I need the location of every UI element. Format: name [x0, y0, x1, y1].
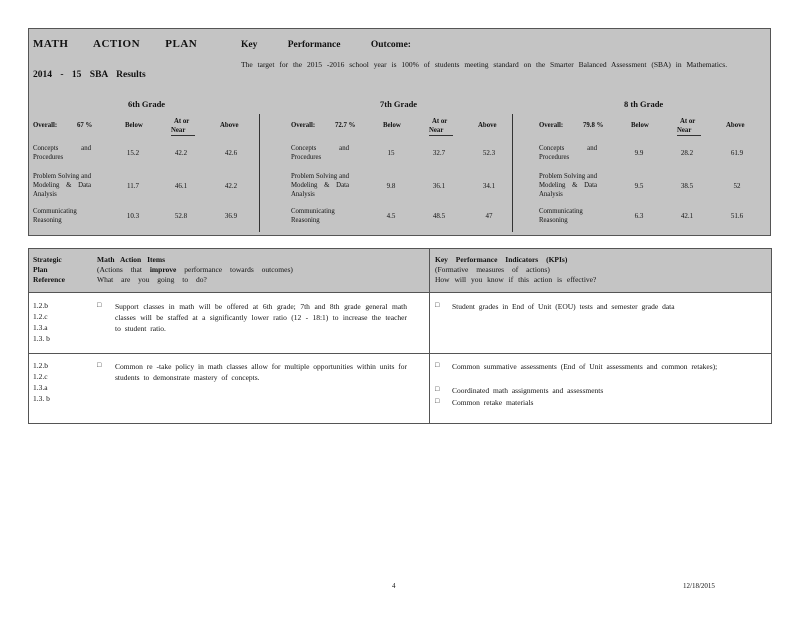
subscore-label: Communicating Reasoning: [33, 208, 77, 224]
near-value: 38.5: [680, 182, 694, 190]
column-above: Above: [220, 122, 239, 129]
header-line: Strategic: [33, 255, 62, 264]
checkbox-bullet-icon: □: [435, 301, 440, 309]
plan-reference-list: [33, 300, 50, 344]
grade-divider: [512, 114, 513, 232]
below-value: 9.9: [634, 149, 644, 157]
subscore-label: Concepts and Procedures: [539, 145, 597, 161]
near-value: 42.2: [174, 149, 188, 157]
kpo-heading: Key Performance Outcome:: [241, 40, 411, 50]
header-line: Math Action Items: [97, 255, 165, 264]
strategic-plan-header: [33, 255, 65, 285]
column-above: Above: [478, 122, 497, 129]
below-value: 10.3: [126, 212, 140, 220]
above-value: 42.2: [224, 182, 238, 190]
column-at-or-near: [677, 117, 701, 136]
near-value: 42.1: [680, 212, 694, 220]
near-value: 36.1: [432, 182, 446, 190]
column-at-or-near: [429, 117, 453, 136]
above-value: 47: [485, 212, 493, 220]
header-text-bold: improve: [149, 265, 177, 274]
action-item: Support classes in math will be offered at 6th grade; 7th and 8th grade general math classes will be staffed at a significantly lower ratio (12 - 18:1) to increase the teacher to student ratio.: [115, 302, 407, 333]
plan-reference-list: [33, 360, 50, 404]
above-value: 36.9: [224, 212, 238, 220]
near-value: 48.5: [432, 212, 446, 220]
page-number: 4: [392, 582, 396, 590]
header-text: (Actions that: [97, 265, 150, 274]
checkbox-bullet-icon: □: [97, 301, 102, 309]
checkbox-bullet-icon: □: [435, 361, 440, 369]
plan-reference: 1.2.b: [33, 301, 48, 310]
plan-reference: 1.2.c: [33, 312, 48, 321]
checkbox-bullet-icon: □: [435, 397, 440, 405]
column-above: Above: [726, 122, 745, 129]
table-column-divider: [429, 248, 430, 424]
kpo-text: The target for the 2015 -2016 school year is 100% of students meeting standard on the Smarter Balanced Assessment (SBA) in Mathematics.: [241, 60, 728, 69]
overall-label: Overall:: [33, 122, 58, 129]
column-header-line: At or: [680, 118, 696, 125]
grade-title: 8 th Grade: [624, 99, 664, 109]
column-header-line: At or: [432, 118, 448, 125]
overall-value: 72.7 %: [335, 122, 356, 129]
plan-reference: 1.3.a: [33, 383, 48, 392]
plan-reference: 1.3. b: [33, 394, 50, 403]
header-line: (Formative measures of actions): [435, 265, 550, 274]
below-value: 4.5: [386, 212, 396, 220]
table-rule: [28, 353, 772, 354]
header-line: Plan: [33, 265, 48, 274]
near-value: 28.2: [680, 149, 694, 157]
below-value: 9.5: [634, 182, 644, 190]
near-value: 32.7: [432, 149, 446, 157]
column-header-line: Near: [677, 126, 701, 136]
column-below: Below: [383, 122, 401, 129]
page-title: MATH ACTION PLAN: [33, 38, 198, 50]
plan-reference: 1.2.c: [33, 372, 48, 381]
subscore-label: Communicating Reasoning: [539, 208, 583, 224]
subscore-label: Problem Solving and Modeling & Data Analysis: [291, 173, 349, 198]
column-at-or-near: [171, 117, 195, 136]
overall-value: 79.8 %: [583, 122, 604, 129]
near-value: 52.8: [174, 212, 188, 220]
plan-reference: 1.3. b: [33, 334, 50, 343]
plan-reference: 1.2.b: [33, 361, 48, 370]
subscore-label: Problem Solving and Modeling & Data Analysis: [539, 173, 597, 198]
grade-title: 7th Grade: [380, 99, 418, 109]
below-value: 9.8: [386, 182, 396, 190]
above-value: 61.9: [730, 149, 744, 157]
subscore-label: Communicating Reasoning: [291, 208, 335, 224]
action-items-header: [97, 255, 337, 285]
footer-date: 12/18/2015: [683, 582, 715, 590]
below-value: 15: [387, 149, 395, 157]
action-item: Common re -take policy in math classes allow for multiple opportunities within units for students to demonstrate mastery of concepts.: [115, 362, 407, 382]
column-below: Below: [125, 122, 143, 129]
kpi-item: Coordinated math assignments and assessments: [452, 386, 604, 395]
above-value: 51.6: [730, 212, 744, 220]
below-value: 15.2: [126, 149, 140, 157]
results-subtitle: 2014 - 15 SBA Results: [33, 70, 146, 80]
grade-divider: [259, 114, 260, 232]
subscore-label: Concepts and Procedures: [33, 145, 91, 161]
below-value: 11.7: [127, 182, 139, 190]
overall-value: 67 %: [77, 122, 93, 129]
grade-title: 6th Grade: [128, 99, 166, 109]
header-line: [97, 265, 337, 275]
column-below: Below: [631, 122, 649, 129]
column-header-line: Near: [429, 126, 453, 136]
above-value: 34.1: [482, 182, 496, 190]
plan-reference: 1.3.a: [33, 323, 48, 332]
kpi-header: [435, 255, 635, 285]
near-value: 46.1: [174, 182, 188, 190]
header-text: performance towards outcomes): [176, 265, 293, 274]
column-header-line: Near: [171, 126, 195, 136]
kpi-item: Common retake materials: [452, 398, 534, 407]
subscore-label: Concepts and Procedures: [291, 145, 349, 161]
overall-label: Overall:: [291, 122, 316, 129]
header-line: Key Performance Indicators (KPIs): [435, 255, 568, 264]
table-rule: [28, 292, 772, 293]
header-line: Reference: [33, 275, 65, 284]
kpi-item: Student grades in End of Unit (EOU) tests and semester grade data: [452, 302, 675, 311]
subscore-label: Problem Solving and Modeling & Data Analysis: [33, 173, 91, 198]
header-line: What are you going to do?: [97, 275, 207, 284]
header-line: How will you know if this action is effective?: [435, 275, 597, 284]
above-value: 52: [733, 182, 741, 190]
above-value: 42.6: [224, 149, 238, 157]
checkbox-bullet-icon: □: [435, 385, 440, 393]
kpi-item: Common summative assessments (End of Unit assessments and common retakes);: [452, 362, 718, 371]
below-value: 6.3: [634, 212, 644, 220]
column-header-line: At or: [174, 118, 190, 125]
above-value: 52.3: [482, 149, 496, 157]
overall-label: Overall:: [539, 122, 564, 129]
checkbox-bullet-icon: □: [97, 361, 102, 369]
